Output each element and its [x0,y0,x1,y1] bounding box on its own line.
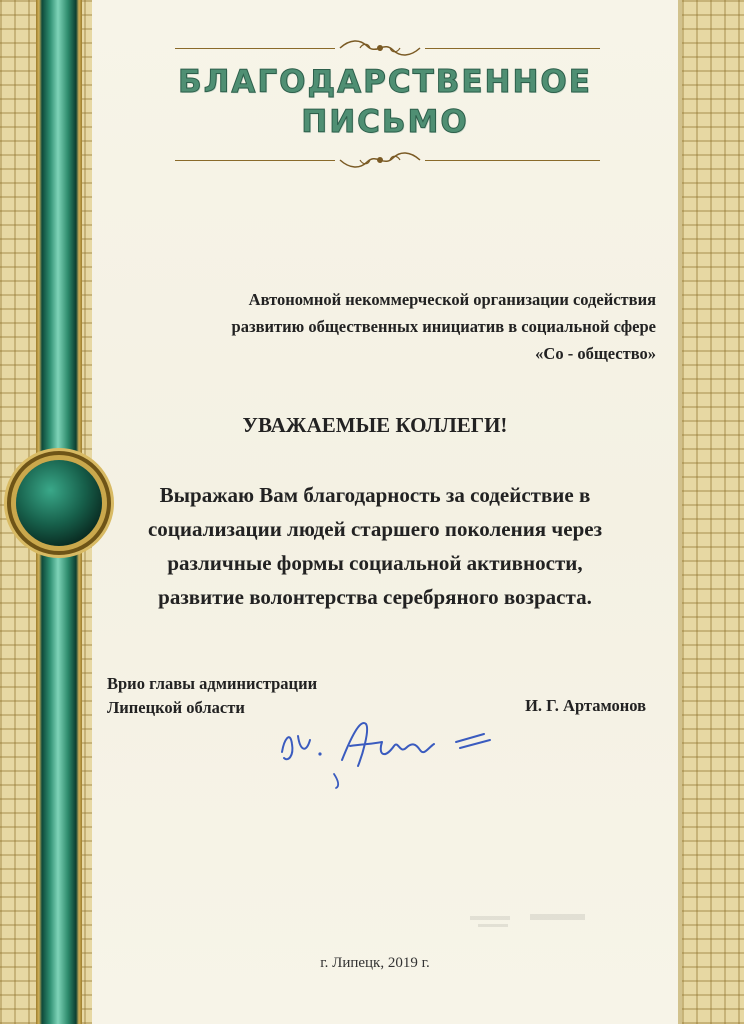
header-rule-top-right [425,48,600,49]
greeting: УВАЖАЕМЫЕ КОЛЛЕГИ! [242,413,508,437]
header-rule-top-left [175,48,335,49]
message-block [105,478,645,614]
message-line-4: развитие волонтерства серебряного возраста. [158,585,592,609]
recipient-line-1: Автономной некоммерческой организации содействия [248,290,656,309]
signature-icon [270,700,500,790]
recipient-line-3: «Со - общество» [535,344,656,363]
title-line-1: БЛАГОДАРСТВЕННОЕ [178,64,592,100]
signer-position-line-1: Врио главы администрации [107,674,318,693]
medallion-icon [16,460,102,546]
recipient-line-2: развитию общественных инициатив в социальной сфере [231,317,656,336]
place-date: г. Липецк, 2019 г. [320,955,430,971]
faint-mark-icon [470,910,590,934]
recipient-block [136,286,656,367]
message-line-1: Выражаю Вам благодарность за содействие в [159,483,591,507]
right-ornamental-border [682,0,744,1024]
header-rule-bottom-left [175,160,335,161]
message-line-2: социализации людей старшего поколения через [147,517,603,541]
signer-position-line-2: Липецкой области [107,698,245,717]
signer-name: И. Г. Артамонов [525,696,646,715]
header-rule-bottom-right [425,160,600,161]
message-line-3: различные формы социальной активности, [167,551,583,575]
flourish-icon [335,149,425,171]
title-line-2: ПИСЬМО [301,104,469,140]
flourish-icon [335,37,425,59]
